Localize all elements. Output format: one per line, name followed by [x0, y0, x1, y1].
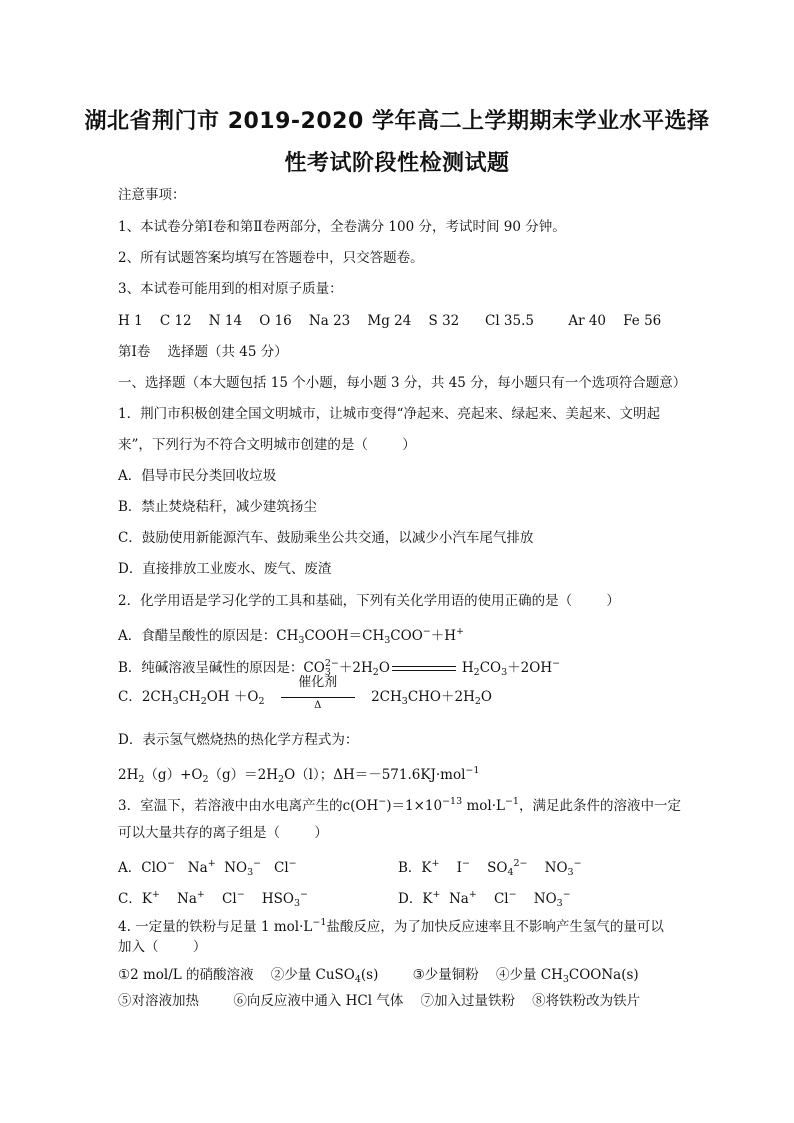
q1-stem-line1: 1．荆门市积极创建全国文明城市，让城市变得“净起来、亮起来、绿起来、美起来、文明起: [118, 406, 660, 422]
q2-option-b: B．纯碱溶液呈碱性的原因是：$CO_3^{2-}+2H_2O$ $H_2CO_3+2OH^-$: [118, 658, 561, 678]
equilibrium-arrow-icon: [390, 664, 462, 674]
q2-stem: 2．化学用语是学习化学的工具和基础，下列有关化学用语的使用正确的是（ ）: [118, 593, 620, 609]
q2-option-d: D．表示氢气燃烧热的热化学方程式为：: [118, 732, 359, 748]
q1-option-d: D．直接排放工业废水、废气、废渣: [118, 561, 332, 577]
q3-stem-line2: 可以大量共存的离子组是（ ）: [118, 825, 328, 841]
note-3: 3、本试卷可能用到的相对原子质量：: [118, 281, 343, 297]
q1-option-c: C．鼓励使用新能源汽车、鼓励乘坐公共交通，以减少小汽车尾气排放: [118, 530, 534, 546]
q1-option-a: A．倡导市民分类回收垃圾: [118, 468, 277, 484]
q3-option-c: C．K+ Na+ Cl− $HSO_3^-$: [118, 889, 308, 909]
exam-title-line1: 湖北省荆门市 2019-2020 学年高二上学期期末学业水平选择: [84, 109, 710, 134]
note-2: 2、所有试题答案均填写在答题卷中，只交答题卷。: [118, 250, 424, 266]
q3-option-a: A．ClO− Na+ $NO_3^-$ Cl−: [118, 858, 297, 878]
exam-title-line2: 性考试阶段性检测试题: [284, 151, 510, 176]
q2-option-c: C．$2CH_3CH_2OH +O_2$ 催化剂 Δ $2CH_3CHO+2H_2O$: [118, 675, 492, 711]
q3-option-b: B．K+ I− $SO_4^{2-}$ $NO_3^-$: [398, 858, 582, 878]
q4-options-line2: ⑤对溶液加热 ⑥向反应液中通入 HCl 气体 ⑦加入过量铁粉 ⑧将铁粉改为铁片: [118, 993, 641, 1009]
q1-stem-line2: 来”，下列行为不符合文明城市创建的是（ ）: [118, 437, 416, 453]
section-part-title: 第Ⅰ卷 选择题（共 45 分）: [118, 344, 288, 360]
q3-stem-line1: 3．室温下，若溶液中由水电离产生的$c(OH^-)=1\times 10^{-13}$ $mol\cdot L^{-1}$，满足此条件的溶液中一定: [118, 796, 681, 814]
section-intro: 一、选择题（本大题包括 15 个小题，每小题 3 分，共 45 分，每小题只有一个选项符合题意）: [118, 375, 687, 391]
q4-stem-line1: 4. 一定量的铁粉与足量 1 $mol\cdot L^{-1}$盐酸反应，为了加快反应速率且不影响产生氢气的量可以: [118, 917, 664, 935]
q1-option-b: B．禁止焚烧秸秆，减少建筑扬尘: [118, 499, 317, 515]
q2-thermo-equation: $2H_2(g)+O_2(g)=2H_2O(l)$；ΔH＝－571.6KJ·mol$^{-1}$: [118, 765, 480, 785]
q3-option-d: D．K+ Na+ Cl− $NO_3^-$: [398, 889, 571, 909]
q4-stem-line2: 加入（ ）: [118, 939, 207, 955]
note-1: 1、本试卷分第Ⅰ卷和第Ⅱ卷两部分，全卷满分 100 分，考试时间 90 分钟。: [118, 219, 566, 235]
atomic-masses: H 1 C 12 N 14 O 16 Na 23 Mg 24 S 32 Cl 35.5 Ar 40 Fe 56: [118, 313, 662, 329]
q4-options-line1: ①2 mol/L 的硝酸溶液 ②少量 CuSO$_4$(s) ③少量铜粉 ④少量 $CH_3COONa(s)$: [118, 967, 639, 985]
notes-heading: 注意事项：: [118, 187, 186, 203]
catalyst-arrow-icon: 催化剂 Δ: [277, 688, 359, 706]
q2-option-a: A．食醋呈酸性的原因是：$CH_3COOH=CH_3COO^-+H^+$: [118, 626, 464, 646]
